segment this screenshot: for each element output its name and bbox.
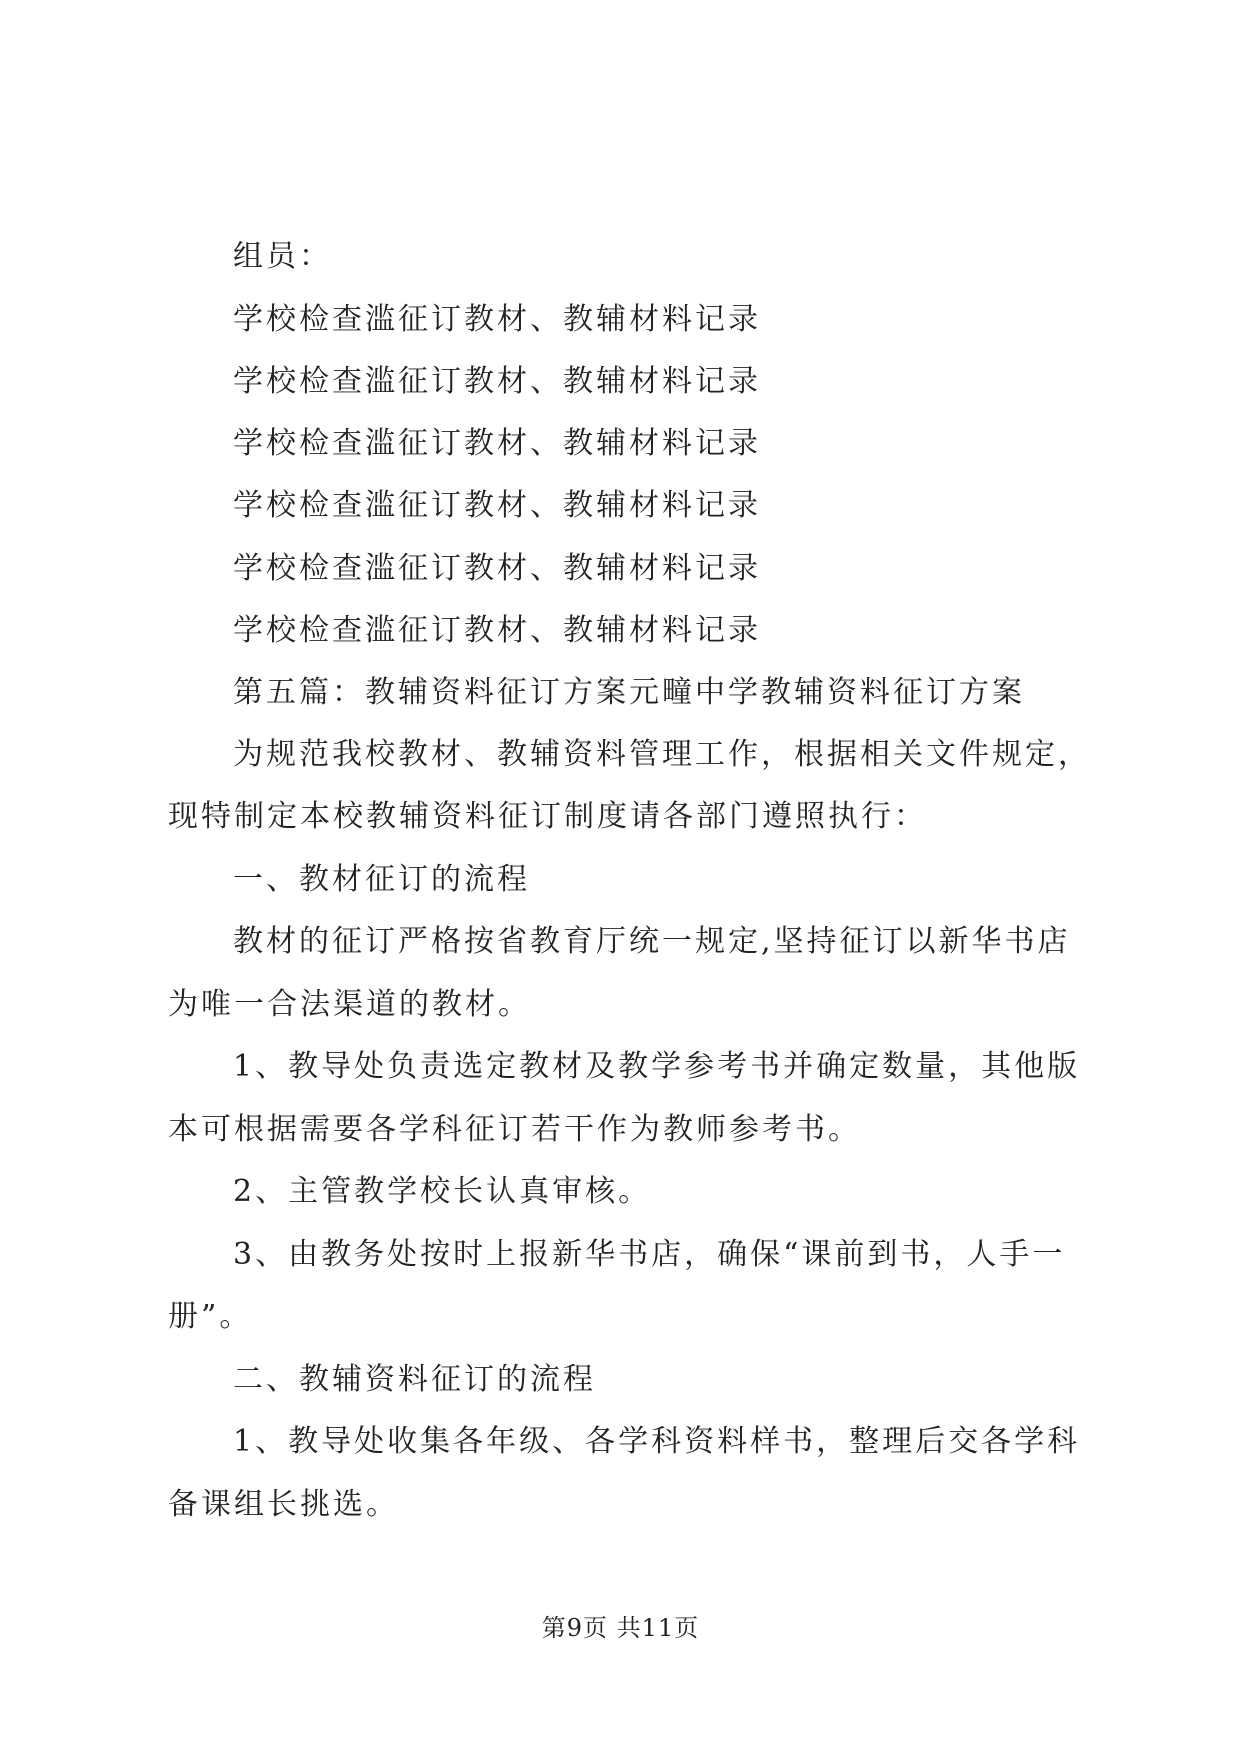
text-line: 现特制定本校教辅资料征订制度请各部门遵照执行： bbox=[168, 799, 927, 834]
text-line: 学校检查滥征订教材、教辅材料记录 bbox=[233, 364, 761, 399]
text-line: 3、由教务处按时上报新华书店，确保“课前到书，人手一 bbox=[233, 1237, 1066, 1272]
section-heading: 二、教辅资料征订的流程 bbox=[233, 1362, 596, 1397]
text-line: 为规范我校教材、教辅资料管理工作，根据相关文件规定， bbox=[233, 737, 1091, 772]
page-number-footer: 第9页 共11页 bbox=[541, 1614, 700, 1642]
section-heading: 一、教材征订的流程 bbox=[233, 862, 530, 897]
text-line: 学校检查滥征订教材、教辅材料记录 bbox=[233, 488, 761, 523]
text-line: 学校检查滥征订教材、教辅材料记录 bbox=[233, 302, 761, 337]
text-line: 教材的征订严格按省教育厅统一规定,坚持征订以新华书店 bbox=[233, 924, 1071, 959]
text-line: 学校检查滥征订教材、教辅材料记录 bbox=[233, 426, 761, 461]
text-line: 为唯一合法渠道的教材。 bbox=[168, 987, 531, 1022]
text-line: 备课组长挑选。 bbox=[168, 1487, 399, 1522]
text-line: 学校检查滥征订教材、教辅材料记录 bbox=[233, 613, 761, 648]
text-line: 本可根据需要各学科征订若干作为教师参考书。 bbox=[168, 1112, 861, 1147]
section-heading: 第五篇：教辅资料征订方案元疃中学教辅资料征订方案 bbox=[233, 675, 1025, 710]
text-line: 2、主管教学校长认真审核。 bbox=[233, 1174, 652, 1209]
text-line: 1、教导处负责选定教材及教学参考书并确定数量，其他版 bbox=[233, 1049, 1081, 1084]
text-line: 学校检查滥征订教材、教辅材料记录 bbox=[233, 551, 761, 586]
text-line: 册”。 bbox=[168, 1299, 253, 1334]
text-line: 1、教导处收集各年级、各学科资料样书，整理后交各学科 bbox=[233, 1424, 1081, 1459]
text-line: 组员： bbox=[233, 239, 332, 274]
